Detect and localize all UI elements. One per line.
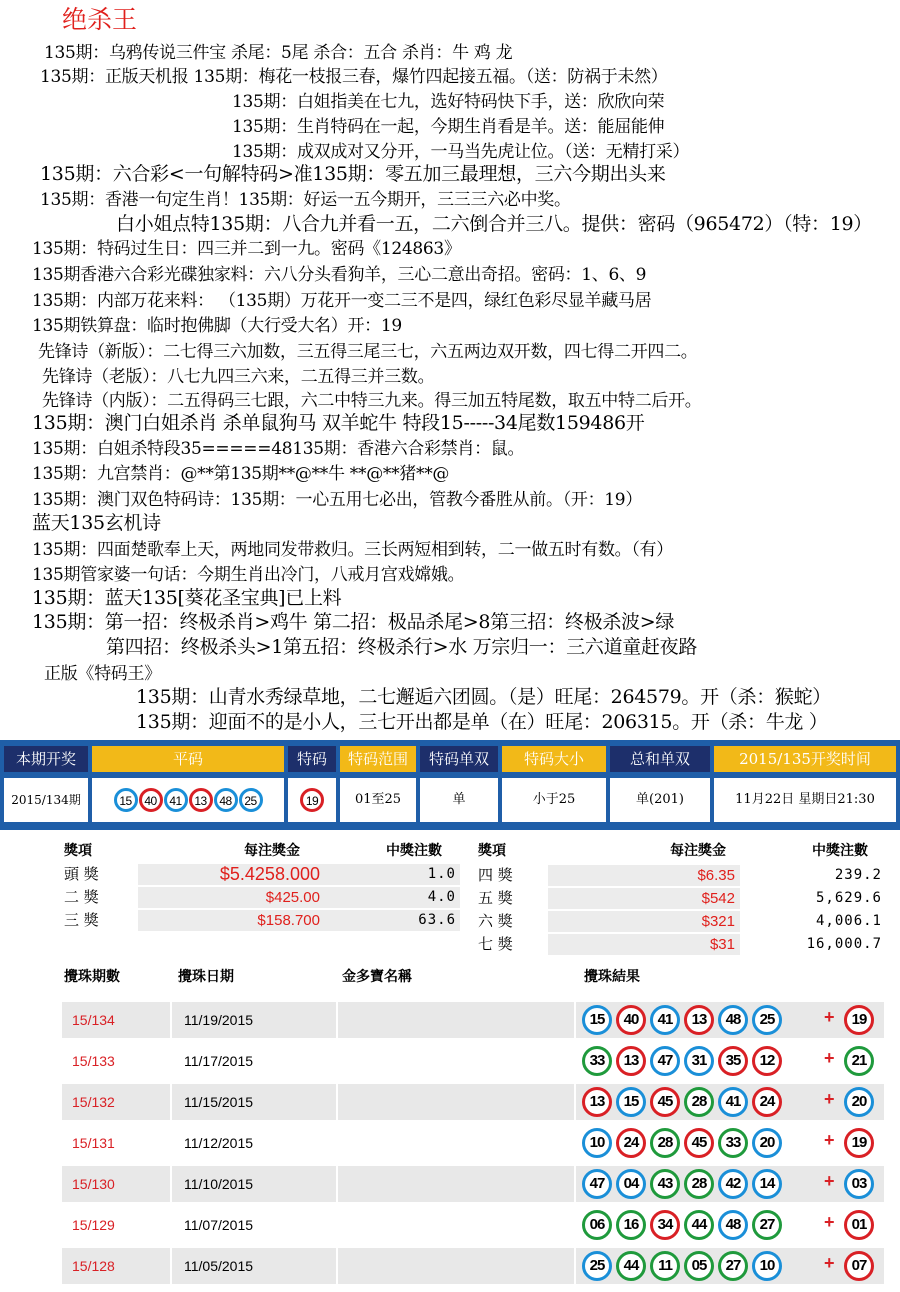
draw-name-cell [338, 1043, 574, 1079]
text-line: 135期：六合彩<一句解特码>准135期：零五加三最理想，三六今期出头来 [40, 163, 666, 185]
result-ball: 42 [718, 1169, 748, 1199]
draws-header-name: 金多寶名稱 [342, 969, 412, 985]
number-ball: 15 [114, 788, 138, 812]
header-current-draw: 本期开奖 [4, 746, 88, 772]
text-line: 第四招：终极杀头>1第五招：终极杀行>水 万宗归一：三六道童赶夜路 [106, 636, 698, 658]
result-ball: 04 [616, 1169, 646, 1199]
text-line: 先锋诗（新版）：二七得三六加数，三五得三尾三七，六五两边双开数，四七得二开四二。 [38, 342, 698, 362]
draw-date: 11/10/2015 [172, 1166, 336, 1202]
result-ball: 28 [684, 1169, 714, 1199]
result-ball: 33 [582, 1046, 612, 1076]
draw-period: 15/133 [62, 1043, 170, 1079]
draw-date: 11/17/2015 [172, 1043, 336, 1079]
text-line: 先锋诗（老版）：八七九四三六来，二五得三并三数。 [42, 367, 435, 387]
text-line: 135期：山青水秀绿草地，二七邂逅六团圆。（是）旺尾：264579。开（杀：猴蛇） [136, 686, 831, 708]
header-special-oddeven: 特码单双 [420, 746, 498, 772]
text-line: 正版《特码王》 [44, 664, 161, 684]
text-line: 135期：特码过生日：四三并二到一九。密码《124863》 [32, 239, 461, 259]
text-line: 135期：澳门白姐杀肖 杀单鼠狗马 双羊蛇牛 特段15-----34尾数159486开 [32, 412, 645, 434]
result-ball: 16 [616, 1210, 646, 1240]
special-result-ball: 03 [844, 1169, 874, 1199]
prize-name: 七 獎 [478, 935, 513, 953]
draw-result [576, 1207, 884, 1243]
draw-result [576, 1166, 884, 1202]
result-ball: 25 [582, 1251, 612, 1281]
result-ball: 27 [752, 1210, 782, 1240]
draw-result [576, 1002, 884, 1038]
result-ball: 35 [718, 1046, 748, 1076]
result-ball: 43 [650, 1169, 680, 1199]
special-result-ball: 20 [844, 1087, 874, 1117]
draw-row [62, 1084, 884, 1120]
result-ball: 13 [684, 1005, 714, 1035]
draw-date: 11/05/2015 [172, 1248, 336, 1284]
text-line: 135期：九宫禁肖：@**第135期**@**牛 **@**猪**@ [32, 464, 450, 484]
prize-amount: $425.00 [265, 889, 320, 906]
text-line: 135期：乌鸦传说三件宝 杀尾：5尾 杀合：五合 杀肖：牛 鸡 龙 [44, 43, 513, 63]
draws-header-period: 攪珠期數 [64, 969, 120, 985]
result-ball: 14 [752, 1169, 782, 1199]
text-line: 135期：第一招：终极杀肖>鸡牛 第二招：极品杀尾>8第三招：终极杀波>绿 [32, 611, 675, 633]
prize-header-count: 中獎注數 [386, 843, 442, 859]
result-ball: 12 [752, 1046, 782, 1076]
result-ball: 25 [752, 1005, 782, 1035]
page-title: 绝杀王 [62, 5, 138, 34]
result-ball: 15 [616, 1087, 646, 1117]
prize-header-item: 獎項 [478, 843, 506, 859]
draw-result [576, 1084, 884, 1120]
draw-name-cell [338, 1166, 574, 1202]
prize-count: 63.6 [418, 912, 456, 928]
result-ball: 48 [718, 1005, 748, 1035]
number-ball: 25 [239, 788, 263, 812]
prize-amount: $158.700 [257, 912, 320, 929]
result-ball: 44 [616, 1251, 646, 1281]
draw-period: 15/131 [62, 1125, 170, 1161]
result-ball: 40 [616, 1005, 646, 1035]
result-ball: 45 [684, 1128, 714, 1158]
text-line: 135期：内部万花来料： （135期）万花开一变二三不是四，绿红色彩尽显羊藏马居 [32, 291, 652, 311]
draws-header-result: 攪珠結果 [584, 969, 640, 985]
prize-amount: $321 [701, 913, 735, 930]
prize-name: 六 獎 [478, 912, 513, 930]
prize-count: 4,006.1 [815, 913, 882, 929]
prize-amount: $5.4258.000 [219, 864, 320, 884]
draw-date: 11/07/2015 [172, 1207, 336, 1243]
result-ball: 33 [718, 1128, 748, 1158]
draw-name-cell [338, 1207, 574, 1243]
plus-sign: + [824, 1007, 835, 1027]
draw-date: 11/12/2015 [172, 1125, 336, 1161]
draw-period: 15/134 [62, 1002, 170, 1038]
special-range: 01至25 [340, 778, 416, 822]
draw-name-cell [338, 1125, 574, 1161]
draw-row [62, 1002, 884, 1038]
text-line: 135期：生肖特码在一起，今期生肖看是羊。送：能屈能伸 [232, 117, 665, 137]
draw-row [62, 1125, 884, 1161]
special-result-ball: 01 [844, 1210, 874, 1240]
result-ball: 13 [582, 1087, 612, 1117]
number-ball: 40 [139, 788, 163, 812]
special-result-ball: 19 [844, 1128, 874, 1158]
prize-header-item: 獎項 [64, 843, 92, 859]
draw-period: 15/129 [62, 1207, 170, 1243]
prize-count: 4.0 [427, 889, 456, 905]
prize-amount: $542 [701, 890, 735, 907]
result-ball: 28 [650, 1128, 680, 1158]
draw-period: 15/130 [62, 1166, 170, 1202]
draw-period: 15/132 [62, 1084, 170, 1120]
text-line: 白小姐点特135期：八合九并看一五，二六倒合并三八。提供：密码（965472）（特：19） [116, 213, 872, 235]
prize-count: 1.0 [427, 866, 456, 882]
text-line: 135期香港六合彩光碟独家料：六八分头看狗羊，三心二意出奇招。密码：1、6、9 [32, 265, 647, 285]
result-ball: 47 [650, 1046, 680, 1076]
text-line: 135期：白姐杀特段35=====48135期：香港六合彩禁肖：鼠。 [32, 439, 525, 459]
text-line: 135期：正版天机报 135期：梅花一枝报三春，爆竹四起接五福。（送：防祸于未然） [40, 67, 668, 87]
result-ball: 24 [616, 1128, 646, 1158]
prize-name: 四 獎 [478, 866, 513, 884]
prize-name: 頭 獎 [64, 865, 99, 883]
draw-row [62, 1166, 884, 1202]
result-ball: 27 [718, 1251, 748, 1281]
prize-header-amount: 每注獎金 [244, 843, 300, 859]
text-line: 135期：香港一句定生肖！135期：好运一五今期开，三三三六必中奖。 [40, 190, 571, 210]
text-line: 135期铁算盘：临时抱佛脚（大行受大名）开：19 [32, 316, 402, 336]
regular-balls [92, 778, 284, 822]
prize-header-count: 中獎注數 [812, 843, 868, 859]
sum-oddeven: 单(201) [610, 778, 710, 822]
draw-date: 11/15/2015 [172, 1084, 336, 1120]
draw-result [576, 1248, 884, 1284]
result-ball: 47 [582, 1169, 612, 1199]
prize-count: 5,629.6 [815, 890, 882, 906]
plus-sign: + [824, 1048, 835, 1068]
result-ball: 24 [752, 1087, 782, 1117]
special-result-ball: 21 [844, 1046, 874, 1076]
draw-result [576, 1043, 884, 1079]
header-special-size: 特码大小 [502, 746, 606, 772]
special-ball: 19 [300, 788, 324, 812]
header-next-draw-time: 2015/135开奖时间 [714, 746, 896, 772]
header-special-range: 特码范围 [340, 746, 416, 772]
result-ball: 06 [582, 1210, 612, 1240]
text-line: 135期：蓝天135[葵花圣宝典]已上料 [32, 587, 342, 609]
special-size: 小于25 [502, 778, 606, 822]
result-ball: 05 [684, 1251, 714, 1281]
result-ball: 41 [650, 1005, 680, 1035]
special-ball-cell [288, 778, 336, 822]
result-ball: 10 [752, 1251, 782, 1281]
draws-header-date: 攪珠日期 [178, 969, 234, 985]
result-ball: 41 [718, 1087, 748, 1117]
plus-sign: + [824, 1212, 835, 1232]
number-ball: 48 [214, 788, 238, 812]
result-ball: 28 [684, 1087, 714, 1117]
header-special-number: 特码 [288, 746, 336, 772]
draw-name-cell [338, 1084, 574, 1120]
result-ball: 20 [752, 1128, 782, 1158]
draw-name-cell [338, 1002, 574, 1038]
text-line: 135期：迎面不的是小人，三七开出都是单（在）旺尾：206315。开（杀：牛龙 ） [136, 711, 828, 733]
prize-name: 三 獎 [64, 911, 99, 929]
result-ball: 31 [684, 1046, 714, 1076]
prize-name: 二 獎 [64, 888, 99, 906]
section-heading: 蓝天135玄机诗 [32, 512, 161, 534]
draw-period: 2015/134期 [4, 778, 88, 822]
special-oddeven: 单 [420, 778, 498, 822]
result-ball: 10 [582, 1128, 612, 1158]
result-ball: 45 [650, 1087, 680, 1117]
result-ball: 15 [582, 1005, 612, 1035]
draw-info-table [0, 740, 900, 830]
draw-row [62, 1248, 884, 1284]
draw-result [576, 1125, 884, 1161]
text-line: 135期：成双成对又分开，一马当先虎让位。（送：无精打采） [232, 142, 690, 162]
text-line: 135期：白姐指美在七九，选好特码快下手，送：欣欣向荣 [232, 92, 665, 112]
result-ball: 11 [650, 1251, 680, 1281]
next-draw-time: 11月22日 星期日21:30 [714, 778, 896, 822]
text-line: 135期管家婆一句话：今期生肖出冷门，八戒月宫戏嫦娥。 [32, 565, 465, 585]
plus-sign: + [824, 1130, 835, 1150]
result-ball: 44 [684, 1210, 714, 1240]
prize-name: 五 獎 [478, 889, 513, 907]
text-line: 135期：四面楚歌奉上天，两地同发带救归。三长两短相到转，二一做五时有数。（有） [32, 540, 673, 560]
prize-count: 16,000.7 [806, 936, 882, 952]
prize-count: 239.2 [834, 867, 882, 883]
result-ball: 48 [718, 1210, 748, 1240]
header-regular-numbers: 平码 [92, 746, 284, 772]
header-sum-oddeven: 总和单双 [610, 746, 710, 772]
draw-row [62, 1043, 884, 1079]
result-ball: 34 [650, 1210, 680, 1240]
plus-sign: + [824, 1253, 835, 1273]
text-line: 先锋诗（内版）：二五得码三七跟，六二中特三九来。得三加五特尾数，取五中特二后开。 [42, 391, 702, 411]
special-result-ball: 07 [844, 1251, 874, 1281]
draw-name-cell [338, 1248, 574, 1284]
draw-date: 11/19/2015 [172, 1002, 336, 1038]
draw-row [62, 1207, 884, 1243]
number-ball: 41 [164, 788, 188, 812]
number-ball: 13 [189, 788, 213, 812]
result-ball: 13 [616, 1046, 646, 1076]
plus-sign: + [824, 1089, 835, 1109]
prize-amount: $6.35 [697, 867, 735, 884]
text-line: 135期：澳门双色特码诗：135期：一心五用七必出，管教今番胜从前。（开：19） [32, 490, 643, 510]
prize-amount: $31 [709, 936, 735, 953]
special-result-ball: 19 [844, 1005, 874, 1035]
draw-period: 15/128 [62, 1248, 170, 1284]
prize-header-amount: 每注獎金 [670, 843, 726, 859]
plus-sign: + [824, 1171, 835, 1191]
